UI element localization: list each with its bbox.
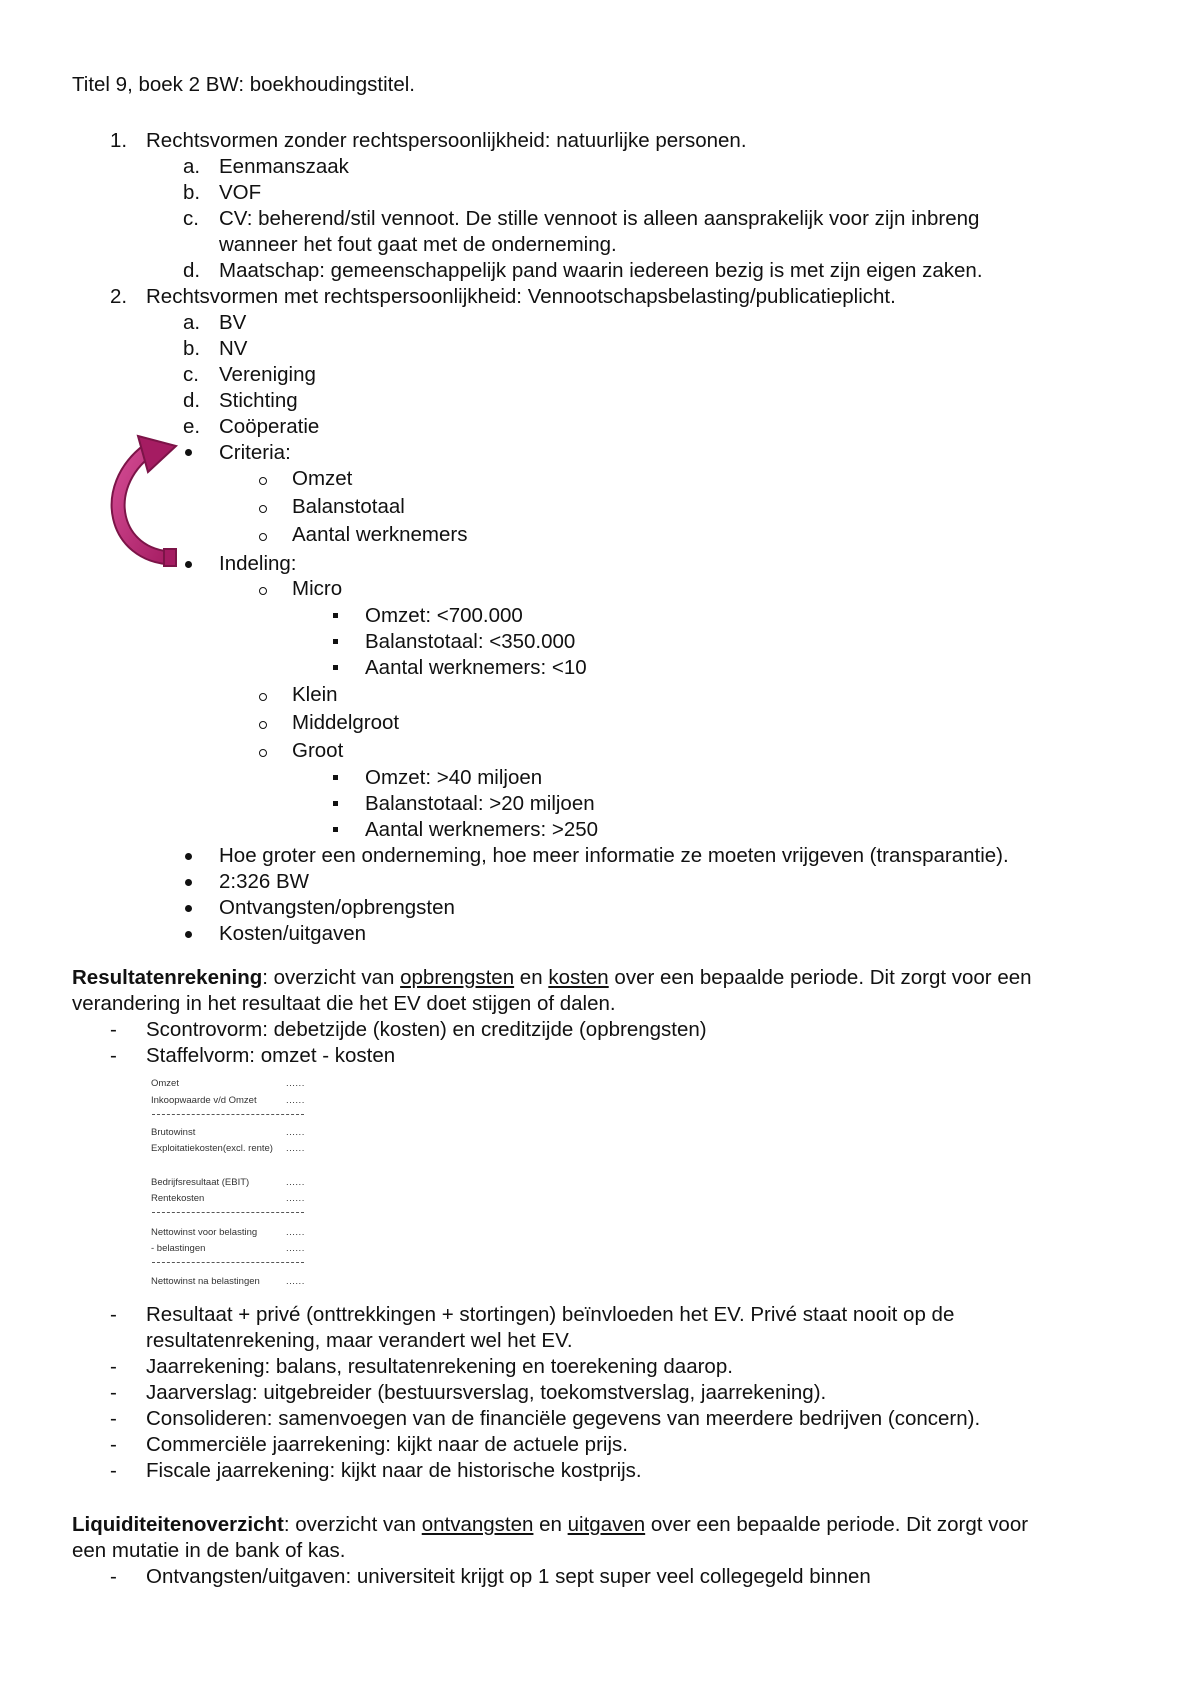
list-item: Omzet <box>292 467 353 490</box>
bullet-marker <box>185 449 192 456</box>
paragraph-text: en <box>514 966 549 989</box>
list-item: 2:326 BW <box>219 870 310 893</box>
square-marker <box>333 801 338 806</box>
staffel-label: Brutowinst <box>151 1127 196 1138</box>
square-marker <box>333 775 338 780</box>
list-marker: d. <box>183 389 201 412</box>
list-marker: b. <box>183 181 201 204</box>
term-resultatenrekening: Resultatenrekening <box>72 966 263 989</box>
underlined-term: ontvangsten <box>421 1513 534 1536</box>
paragraph-resultatenrekening <box>72 965 1032 991</box>
list-item: Maatschap: gemeenschappelijk pand waarin iedereen bezig is met zijn eigen zaken. <box>219 259 983 282</box>
list-item: Consolideren: samenvoegen van de financiële gegevens van meerdere bedrijven (concern). <box>146 1407 981 1430</box>
staffel-label: Rentekosten <box>151 1193 205 1204</box>
list-item: Staffelvorm: omzet - kosten <box>146 1044 396 1067</box>
list-item: Rechtsvormen zonder rechtspersoonlijkheid: natuurlijke personen. <box>146 129 747 152</box>
underlined-term: kosten <box>548 966 609 989</box>
paragraph-text: over een bepaalde periode. Dit zorgt voor <box>645 1513 1029 1536</box>
list-item: Omzet: <700.000 <box>365 604 523 627</box>
staffel-label: Bedrijfsresultaat (EBIT) <box>151 1177 250 1188</box>
square-marker <box>333 639 338 644</box>
list-item: NV <box>219 337 248 360</box>
list-marker: c. <box>183 363 199 386</box>
list-item: Aantal werknemers <box>292 523 468 546</box>
staffel-label: - belastingen <box>151 1243 206 1254</box>
list-item: Balanstotaal: <350.000 <box>365 630 576 653</box>
list-item: Ontvangsten/uitgaven: universiteit krijgt op 1 sept super veel collegegeld binnen <box>146 1565 871 1588</box>
paragraph-text: over een bepaalde periode. Dit zorgt voor een <box>608 966 1032 989</box>
paragraph-text: en <box>533 1513 568 1536</box>
list-item: Scontrovorm: debetzijde (kosten) en creditzijde (opbrengsten) <box>146 1018 707 1041</box>
list-marker: d. <box>183 259 201 282</box>
list-marker: a. <box>183 311 201 334</box>
staffel-value: ...... <box>286 1177 305 1188</box>
list-item: VOF <box>219 181 262 204</box>
staffel-value: ...... <box>286 1193 305 1204</box>
bullet-marker <box>185 853 192 860</box>
circle-marker <box>259 749 267 757</box>
list-item: Fiscale jaarrekening: kijkt naar de historische kostprijs. <box>146 1459 642 1482</box>
list-item: Vereniging <box>219 363 316 386</box>
list-item: Criteria: <box>219 441 291 464</box>
bullet-marker <box>185 905 192 912</box>
staffel-image <box>148 1076 316 1296</box>
dash-marker: - <box>110 1355 117 1378</box>
list-item-continuation: resultatenrekening, maar verandert wel het EV. <box>146 1329 573 1352</box>
list-item: Balanstotaal: >20 miljoen <box>365 792 595 815</box>
staffel-value: ...... <box>286 1078 305 1089</box>
bullet-marker <box>185 561 192 568</box>
dash-marker: - <box>110 1018 117 1041</box>
paragraph-text: een mutatie in de bank of kas. <box>72 1539 346 1562</box>
staffel-value: ...... <box>286 1243 305 1254</box>
dash-marker: - <box>110 1565 117 1588</box>
staffel-value: ...... <box>286 1127 305 1138</box>
paragraph-text: verandering in het resultaat die het EV doet stijgen of dalen. <box>72 992 616 1015</box>
staffel-value: ...... <box>286 1095 305 1106</box>
underlined-term: uitgaven <box>567 1513 646 1536</box>
list-item: Coöperatie <box>219 415 320 438</box>
dash-marker: - <box>110 1433 117 1456</box>
square-marker <box>333 827 338 832</box>
list-marker: a. <box>183 155 201 178</box>
list-item: Commerciële jaarrekening: kijkt naar de actuele prijs. <box>146 1433 628 1456</box>
underlined-term: opbrengsten <box>400 966 515 989</box>
paragraph-liquiditeitenoverzicht <box>72 1512 1028 1538</box>
staffel-divider <box>152 1212 304 1213</box>
paragraph-text: : overzicht van <box>283 1513 422 1536</box>
staffel-label: Omzet <box>151 1078 179 1089</box>
square-marker <box>333 665 338 670</box>
circle-marker <box>259 693 267 701</box>
list-marker: 2. <box>110 285 128 308</box>
staffel-value: ...... <box>286 1276 305 1287</box>
list-item: Jaarrekening: balans, resultatenrekening en toerekening daarop. <box>146 1355 733 1378</box>
circle-marker <box>259 587 267 595</box>
list-item: Balanstotaal <box>292 495 405 518</box>
staffel-divider <box>152 1262 304 1263</box>
list-item: Aantal werknemers: <10 <box>365 656 587 679</box>
list-item: Rechtsvormen met rechtspersoonlijkheid: Vennootschapsbelasting/publicatieplicht. <box>146 285 896 308</box>
staffel-label: Nettowinst na belastingen <box>151 1276 260 1287</box>
list-marker: 1. <box>110 129 128 152</box>
list-item: Ontvangsten/opbrengsten <box>219 896 455 919</box>
list-item: Eenmanszaak <box>219 155 349 178</box>
document-title: Titel 9, boek 2 BW: boekhoudingstitel. <box>72 73 416 96</box>
dash-marker: - <box>110 1381 117 1404</box>
circle-marker <box>259 533 267 541</box>
circle-marker <box>259 477 267 485</box>
square-marker <box>333 613 338 618</box>
dash-marker: - <box>110 1407 117 1430</box>
dash-marker: - <box>110 1303 117 1326</box>
staffel-divider <box>152 1114 304 1115</box>
dash-marker: - <box>110 1044 117 1067</box>
bullet-marker <box>185 879 192 886</box>
list-item: Stichting <box>219 389 298 412</box>
list-item: Kosten/uitgaven <box>219 922 367 945</box>
list-marker: e. <box>183 415 201 438</box>
list-item: Groot <box>292 739 344 762</box>
list-item: Micro <box>292 577 343 600</box>
circle-marker <box>259 505 267 513</box>
list-item-continuation: wanneer het fout gaat met de onderneming. <box>219 233 617 256</box>
list-item: Klein <box>292 683 338 706</box>
term-liquiditeitenoverzicht: Liquiditeitenoverzicht <box>72 1513 284 1536</box>
list-item: Aantal werknemers: >250 <box>365 818 599 841</box>
list-item: Resultaat + privé (onttrekkingen + stortingen) beïnvloeden het EV. Privé staat nooit op de <box>146 1303 955 1326</box>
list-item: Hoe groter een onderneming, hoe meer informatie ze moeten vrijgeven (transparantie). <box>219 844 1009 867</box>
list-item: Omzet: >40 miljoen <box>365 766 543 789</box>
list-item: Middelgroot <box>292 711 400 734</box>
staffel-label: Inkoopwaarde v/d Omzet <box>151 1095 257 1106</box>
staffel-value: ...... <box>286 1227 305 1238</box>
paragraph-text: : overzicht van <box>262 966 401 989</box>
list-item: Jaarverslag: uitgebreider (bestuursverslag, toekomstverslag, jaarrekening). <box>146 1381 827 1404</box>
list-item: Indeling: <box>219 552 297 575</box>
curved-arrow-icon <box>104 428 184 572</box>
circle-marker <box>259 721 267 729</box>
dash-marker: - <box>110 1459 117 1482</box>
list-item: CV: beherend/stil vennoot. De stille vennoot is alleen aansprakelijk voor zijn inbreng <box>219 207 980 230</box>
staffel-value: ...... <box>286 1143 305 1154</box>
staffel-label: Exploitatiekosten(excl. rente) <box>151 1143 273 1154</box>
list-marker: c. <box>183 207 199 230</box>
list-item: BV <box>219 311 247 334</box>
staffel-label: Nettowinst voor belasting <box>151 1227 258 1238</box>
bullet-marker <box>185 931 192 938</box>
list-marker: b. <box>183 337 201 360</box>
